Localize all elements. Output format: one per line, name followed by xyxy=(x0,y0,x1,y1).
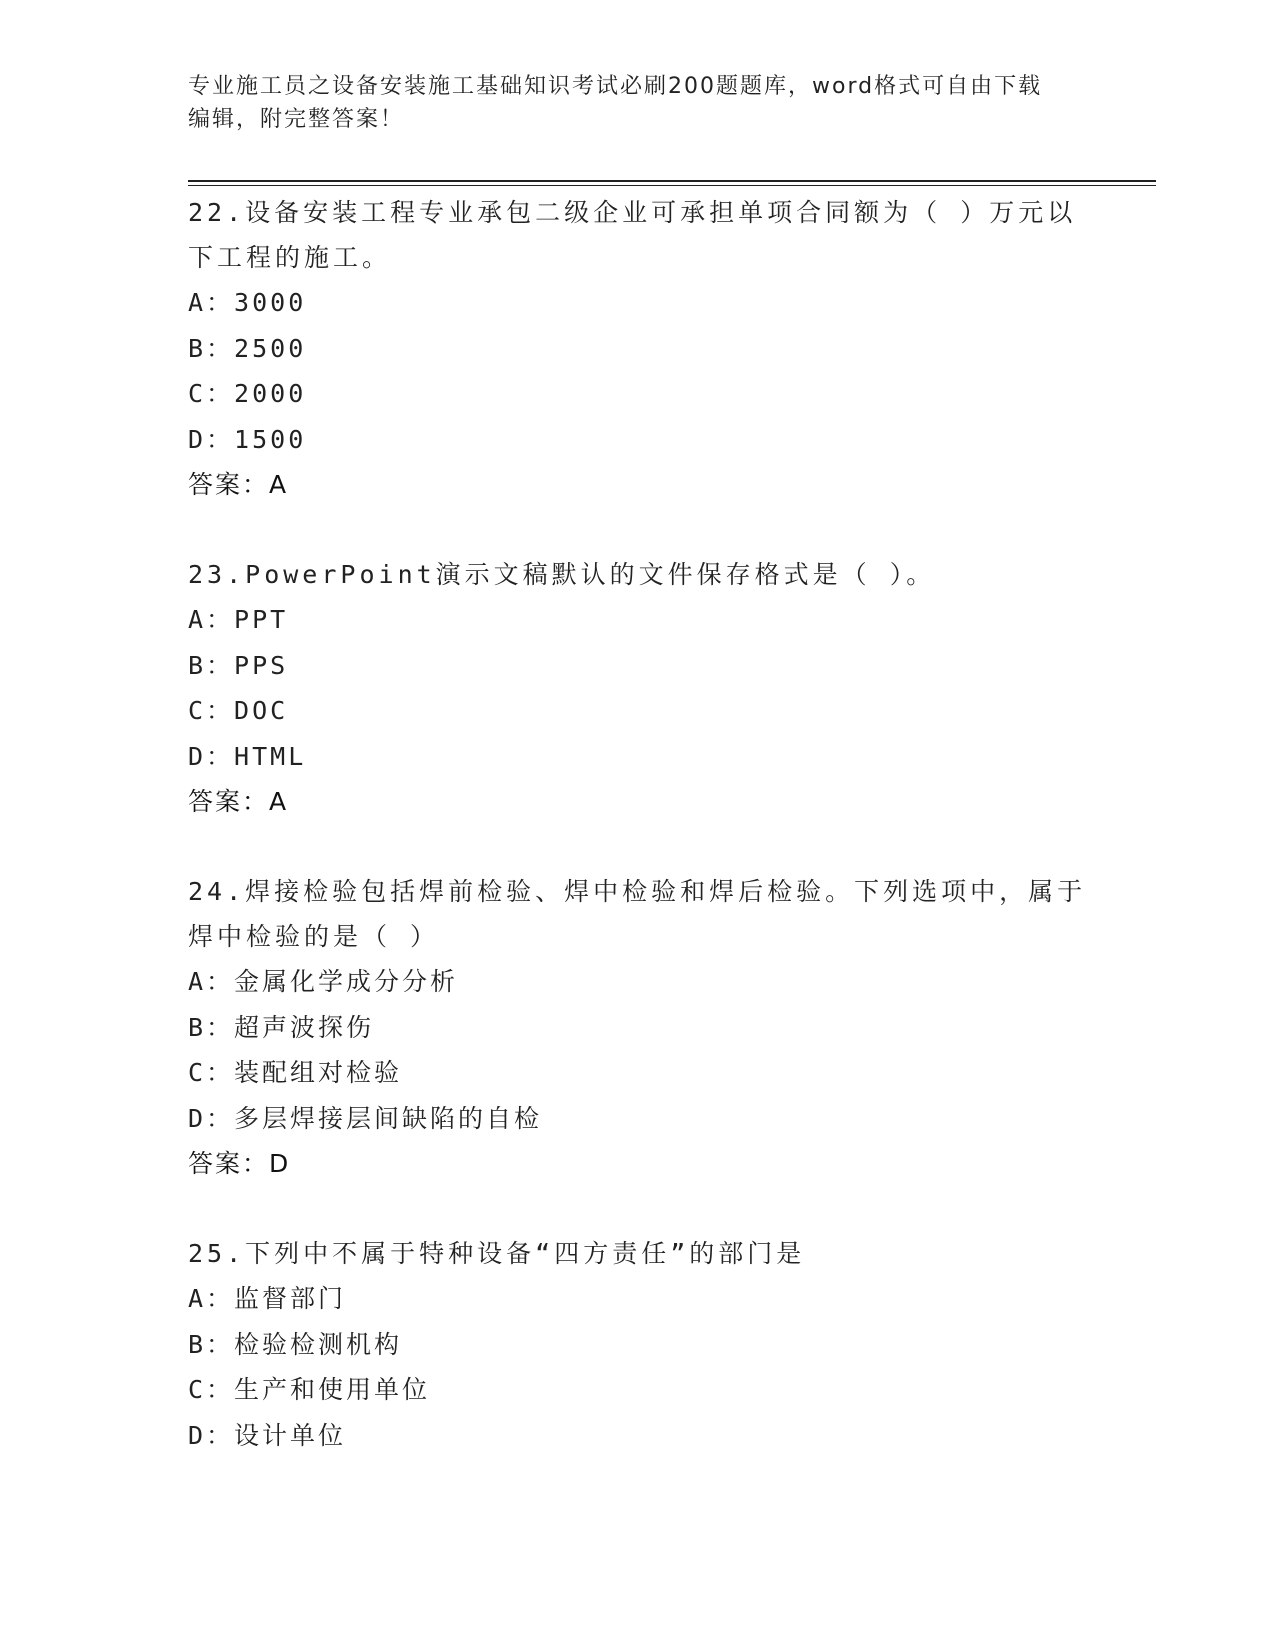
header-line-2: 编辑，附完整答案！ xyxy=(188,107,405,132)
option-d: D：HTML xyxy=(188,741,307,771)
document-header xyxy=(188,70,1088,136)
header-divider-thin xyxy=(188,185,1156,186)
question-block xyxy=(188,869,1088,1186)
question-stem: 23.PowerPoint演示文稿默认的文件保存格式是（ ）。 xyxy=(188,560,936,589)
header-divider-thick xyxy=(188,180,1156,182)
question-stem: 下工程的施工。 xyxy=(188,243,392,272)
answer: 答案：A xyxy=(188,787,289,816)
option-c: C：2000 xyxy=(188,379,307,408)
answer: 答案：A xyxy=(188,470,289,499)
option-a: A：监督部门 xyxy=(188,1284,347,1313)
option-a: A：金属化学成分分析 xyxy=(188,967,459,996)
option-b: B：2500 xyxy=(188,333,307,363)
question-stem: 24.焊接检验包括焊前检验、焊中检验和焊后检验。下列选项中，属于 xyxy=(188,877,1087,906)
option-b: B：检验检测机构 xyxy=(188,1329,403,1359)
question-block xyxy=(188,552,1088,824)
option-c: C：DOC xyxy=(188,696,289,725)
question-stem: 22.设备安装工程专业承包二级企业可承担单项合同额为（ ）万元以 xyxy=(188,198,1077,227)
question-list xyxy=(188,190,1088,1458)
question-stem: 25.下列中不属于特种设备“四方责任”的部门是 xyxy=(188,1239,806,1268)
question-block xyxy=(188,190,1088,507)
option-c: C：生产和使用单位 xyxy=(188,1375,431,1404)
option-d: D：多层焊接层间缺陷的自检 xyxy=(188,1103,543,1133)
option-b: B：PPS xyxy=(188,650,289,680)
option-a: A：PPT xyxy=(188,605,289,634)
question-block xyxy=(188,1231,1088,1458)
option-d: D：1500 xyxy=(188,424,307,454)
option-d: D：设计单位 xyxy=(188,1420,347,1450)
header-line-1: 专业施工员之设备安装施工基础知识考试必刷200题题库，word格式可自由下载 xyxy=(188,74,1043,99)
option-c: C：装配组对检验 xyxy=(188,1058,403,1087)
option-a: A：3000 xyxy=(188,288,307,317)
answer: 答案：D xyxy=(188,1149,291,1178)
option-b: B：超声波探伤 xyxy=(188,1012,375,1042)
question-stem: 焊中检验的是（ ） xyxy=(188,922,440,951)
